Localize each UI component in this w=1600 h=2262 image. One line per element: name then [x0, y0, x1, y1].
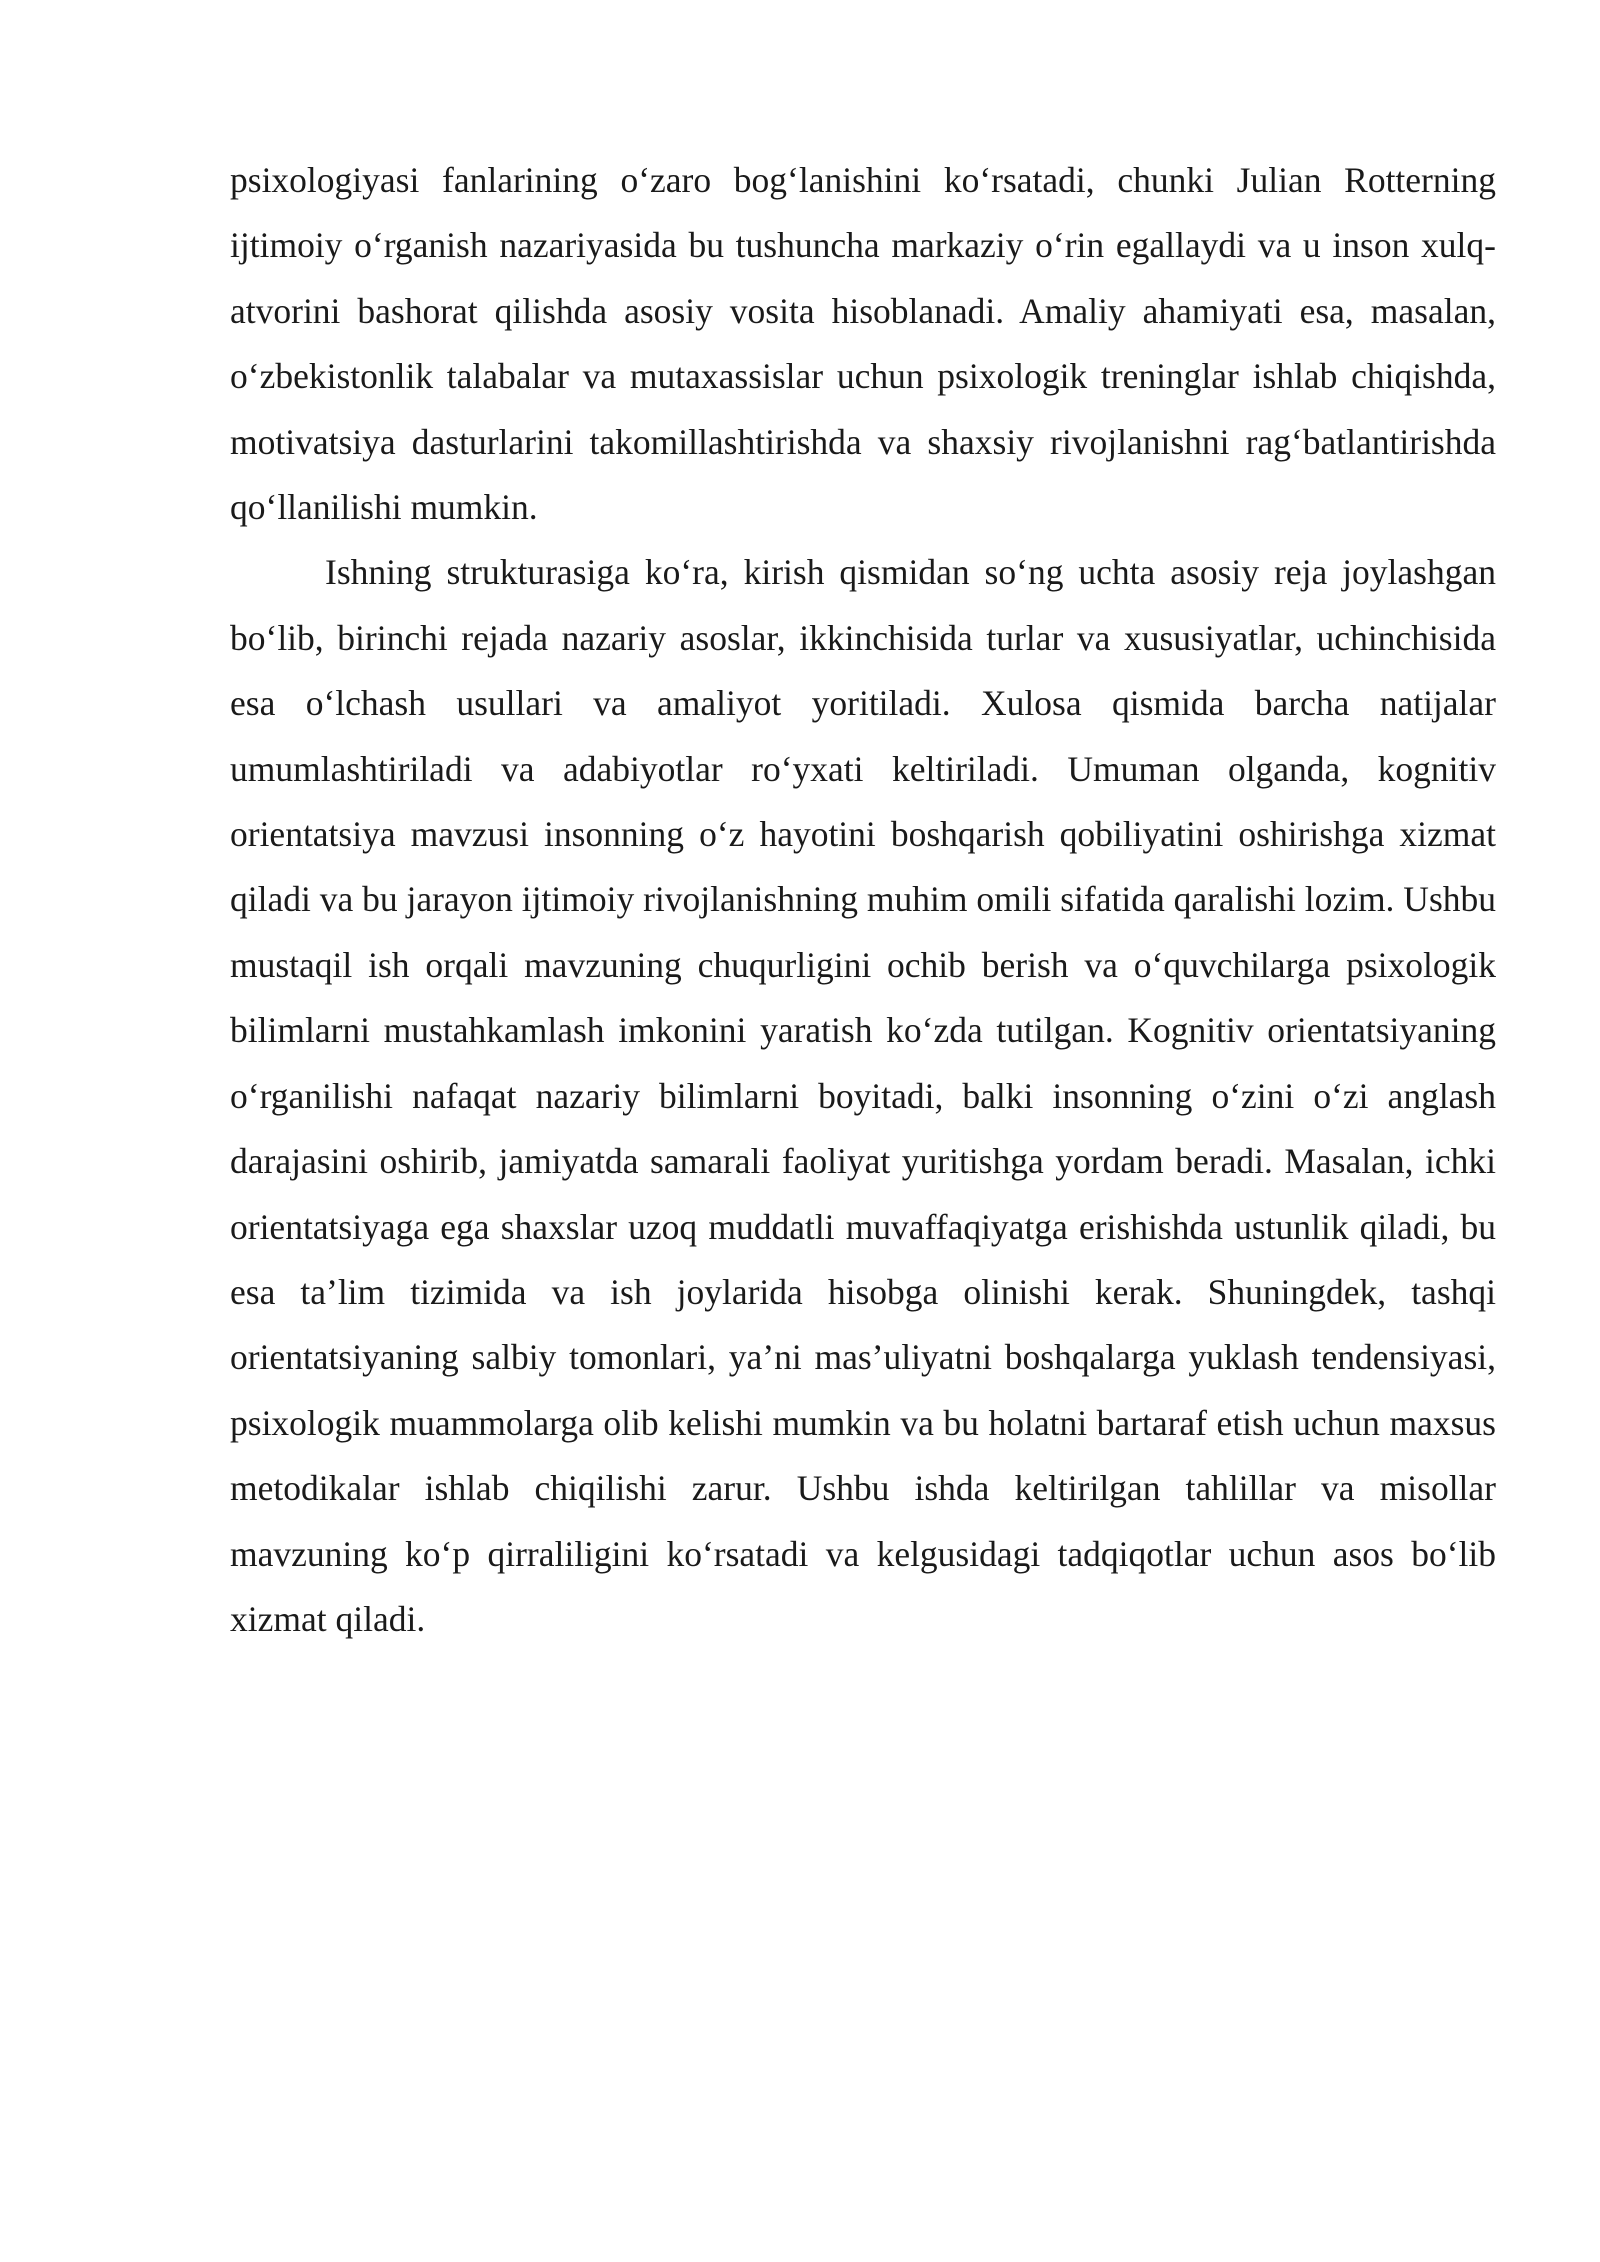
paragraph-continuation: psixologiyasi fanlarining o‘zaro bog‘lanishini ko‘rsatadi, chunki Julian Rotterning ijtimoiy o‘rganish nazariyasida bu tushuncha markaziy o‘rin egallaydi va u inson xulq-atvorini bashorat qilishda asosiy vosita hisoblanadi. Amaliy ahamiyati esa, masalan, o‘zbekistonlik talabalar va mutaxassislar uchun psixologik treninglar ishlab chiqishda, motivatsiya dasturlarini takomillashtirishda va shaxsiy rivojlanishni rag‘batlantirishda qo‘llanilishi mumkin. — [230, 160, 1496, 528]
paragraph-structure: Ishning strukturasiga ko‘ra, kirish qismidan so‘ng uchta asosiy reja joylashgan bo‘lib, birinchi rejada nazariy asoslar, ikkinchisida turlar va xususiyatlar, uchinchisida esa o‘lchash usullari va amaliyot yoritiladi. Xulosa qismida barcha natijalar umumlashtiriladi va adabiyotlar ro‘yxati keltiriladi. Umuman olganda, kognitiv orientatsiya mavzusi insonning o‘z hayotini boshqarish qobiliyatini oshirishga xizmat qiladi va bu jarayon ijtimoiy rivojlanishning muhim omili sifatida qaralishi lozim. Ushbu mustaqil ish orqali mavzuning chuqurligini ochib berish va o‘quvchilarga psixologik bilimlarni mustahkamlash imkonini yaratish ko‘zda tutilgan. Kognitiv orientatsiyaning o‘rganilishi nafaqat nazariy bilimlarni boyitadi, balki insonning o‘zini o‘zi anglash darajasini oshirib, jamiyatda samarali faoliyat yuritishga yordam beradi. Masalan, ichki orientatsiyaga ega shaxslar uzoq muddatli muvaffaqiyatga erishishda ustunlik qiladi, bu esa ta’lim tizimida va ish joylarida hisobga olinishi kerak. Shuningdek, tashqi orientatsiyaning salbiy tomonlari, ya’ni mas’uliyatni boshqalarga yuklash tendensiyasi, psixologik muammolarga olib kelishi mumkin va bu holatni bartaraf etish uchun maxsus metodikalar ishlab chiqilishi zarur. Ushbu ishda keltirilgan tahlillar va misollar mavzuning ko‘p qirraliligini ko‘rsatadi va kelgusidagi tadqiqotlar uchun asos bo‘lib xizmat qiladi. — [230, 552, 1497, 1639]
body-text — [230, 148, 1496, 1652]
